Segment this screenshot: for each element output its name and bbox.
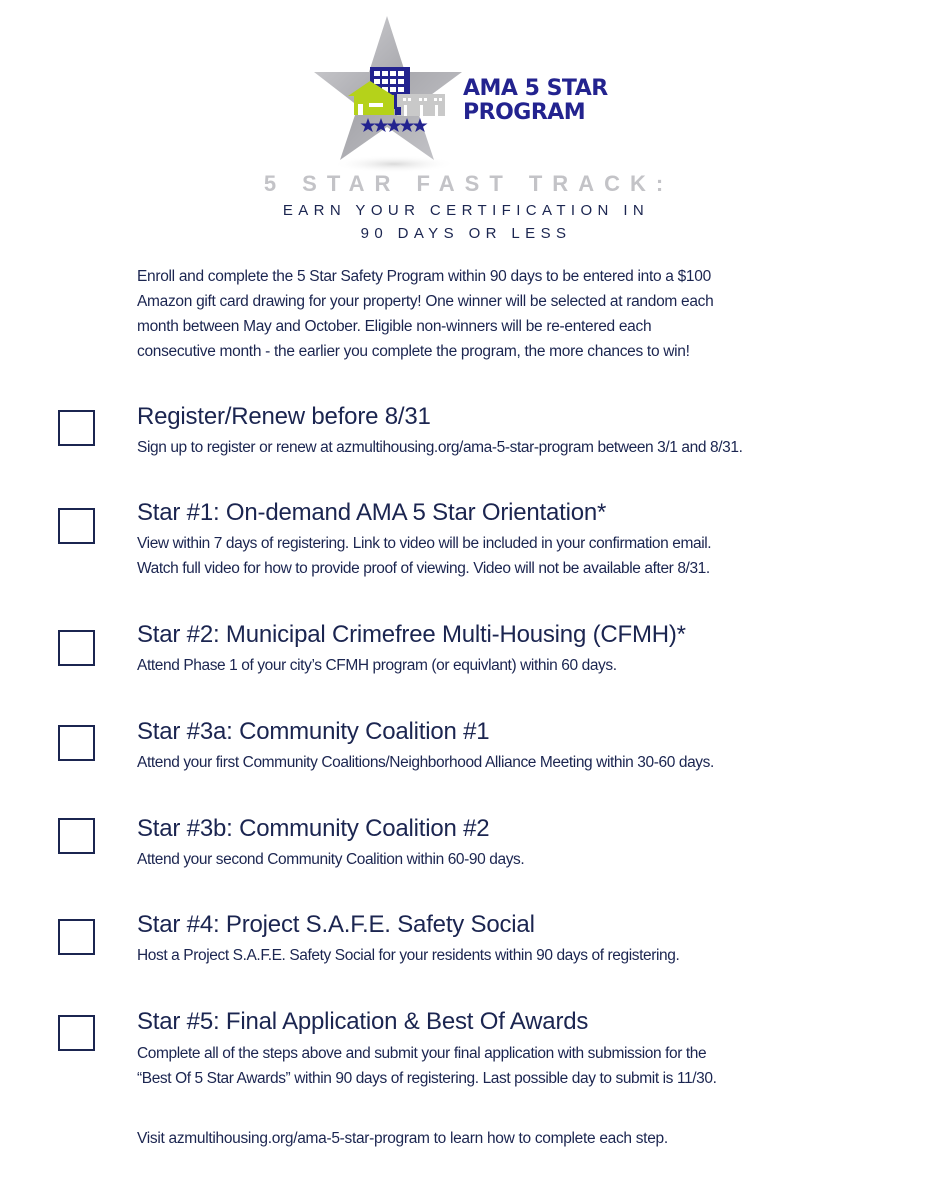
intro-paragraph xyxy=(137,264,837,364)
step-description: Complete all of the steps above and submit your final application with submission for the xyxy=(137,1045,707,1062)
step-checkbox[interactable] xyxy=(58,630,95,666)
step-checkbox[interactable] xyxy=(58,410,95,446)
step-description: Attend your second Community Coalition within 60-90 days. xyxy=(137,851,525,868)
step-title: Star #3b: Community Coalition #2 xyxy=(137,815,490,842)
intro-line: consecutive month - the earlier you complete the program, the more chances to win! xyxy=(137,343,690,360)
step-description: Watch full video for how to provide proof of viewing. Video will not be available after 8/31. xyxy=(137,560,710,577)
intro-line: Amazon gift card drawing for your property! One winner will be selected at random each xyxy=(137,293,714,310)
logo-wordmark xyxy=(463,77,608,125)
intro-line: month between May and October. Eligible non-winners will be re-entered each xyxy=(137,318,652,335)
step-checkbox[interactable] xyxy=(58,508,95,544)
step-checkbox[interactable] xyxy=(58,919,95,955)
page-subtitle-line1: EARN YOUR CERTIFICATION IN xyxy=(282,202,650,219)
step-description: Attend Phase 1 of your city’s CFMH program (or equivlant) within 60 days. xyxy=(137,657,617,674)
step-description: Host a Project S.A.F.E. Safety Social for your residents within 90 days of registering. xyxy=(137,947,680,964)
step-description: Sign up to register or renew at azmultihousing.org/ama-5-star-program between 3/1 and 8/31. xyxy=(137,439,743,456)
logo-text-line2: PROGRAM xyxy=(463,100,586,125)
step-title: Star #1: On-demand AMA 5 Star Orientation* xyxy=(137,499,607,526)
page-title: 5 STAR FAST TRACK: xyxy=(263,171,674,196)
program-logo xyxy=(312,14,622,174)
step-checkbox[interactable] xyxy=(58,1015,95,1051)
step-title: Star #3a: Community Coalition #1 xyxy=(137,718,490,745)
footer-note: Visit azmultihousing.org/ama-5-star-program to learn how to complete each step. xyxy=(137,1130,668,1147)
step-title: Star #5: Final Application & Best Of Awards xyxy=(137,1008,589,1035)
step-description: Attend your first Community Coalitions/Neighborhood Alliance Meeting within 30-60 days. xyxy=(137,754,714,771)
logo-text-line1: AMA 5 STAR xyxy=(463,76,608,101)
step-checkbox[interactable] xyxy=(58,818,95,854)
step-title: Star #2: Municipal Crimefree Multi-Housing (CFMH)* xyxy=(137,621,686,648)
intro-line: Enroll and complete the 5 Star Safety Program within 90 days to be entered into a $100 xyxy=(137,268,711,285)
step-description: View within 7 days of registering. Link to video will be included in your confirmation email. xyxy=(137,535,712,552)
step-title: Register/Renew before 8/31 xyxy=(137,403,431,430)
star-houses-logo-icon xyxy=(312,14,462,174)
step-description: “Best Of 5 Star Awards” within 90 days of registering. Last possible day to submit is 11/30. xyxy=(137,1070,717,1087)
step-title: Star #4: Project S.A.F.E. Safety Social xyxy=(137,911,535,938)
step-checkbox[interactable] xyxy=(58,725,95,761)
page-subtitle-line2: 90 DAYS OR LESS xyxy=(360,225,572,242)
